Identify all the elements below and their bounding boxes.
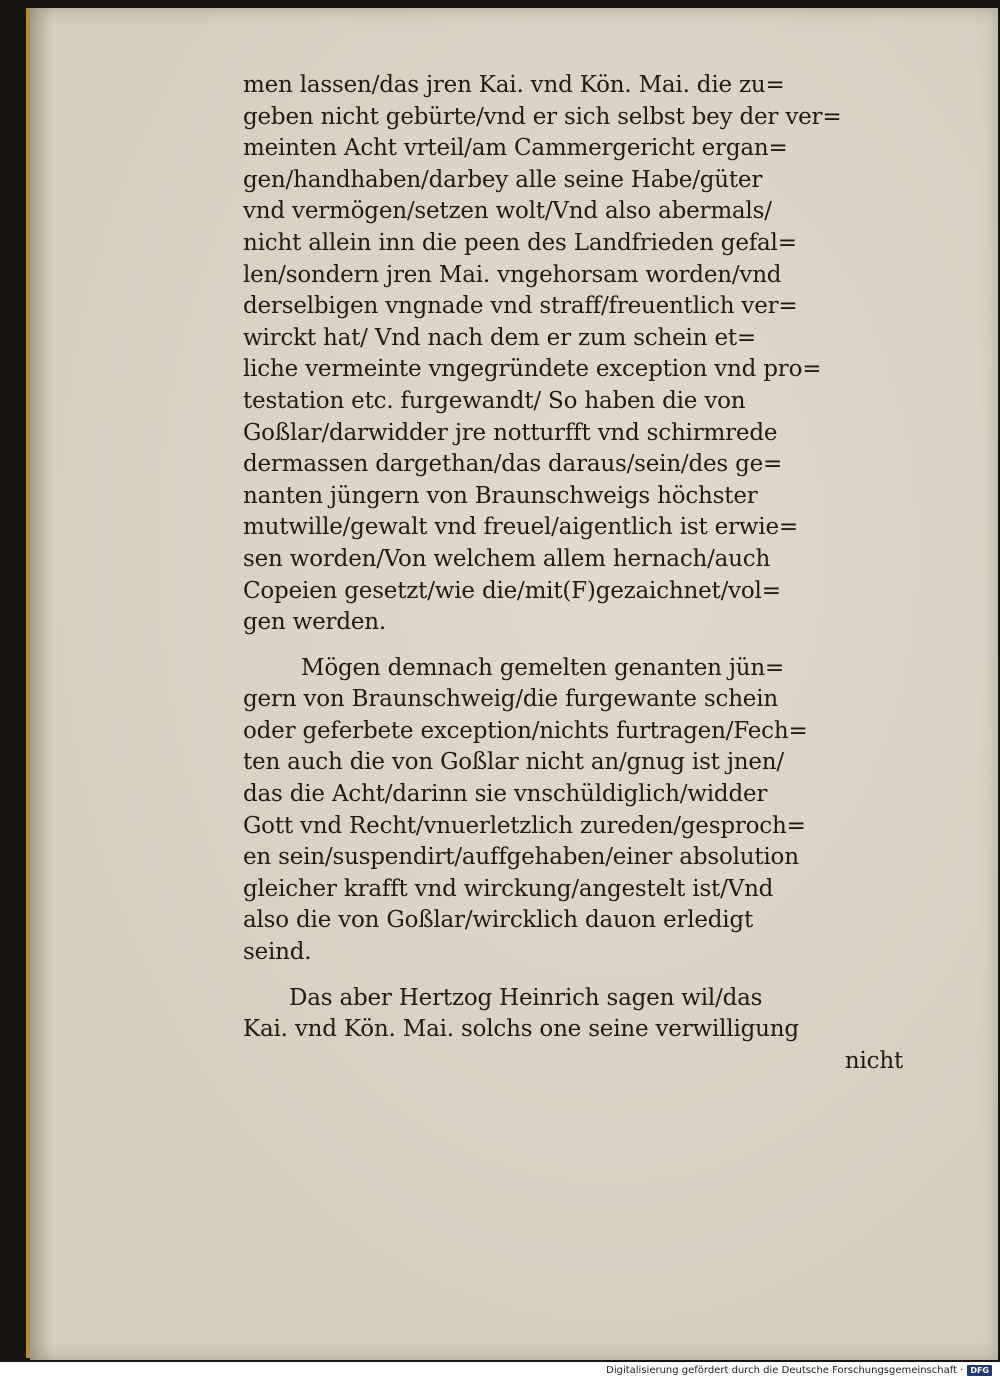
text-line: gleicher krafft vnd wirckung/angestelt ist/Vnd (243, 875, 774, 902)
paragraph-gap (243, 969, 913, 983)
text-line: seind. (243, 939, 312, 966)
text-line: Goßlar/darwidder jre notturfft vnd schirmrede (243, 419, 778, 446)
text-line: Gott vnd Recht/vnuerletzlich zureden/gesproch= (243, 812, 806, 839)
text-line: Mögen demnach gemelten genanten jün= (301, 654, 785, 681)
text-line: Das aber Hertzog Heinrich sagen wil/das (289, 984, 763, 1011)
text-line: ten auch die von Goßlar nicht an/gnug ist jnen/ (243, 749, 784, 776)
page-text (243, 70, 913, 1077)
text-line: Kai. vnd Kön. Mai. solchs one seine verwilligung (243, 1016, 799, 1043)
text-line: also die von Goßlar/wircklich dauon erledigt (243, 907, 754, 934)
text-line: gen/handhaben/darbey alle seine Habe/güter (243, 166, 763, 193)
text-line: mutwille/gewalt vnd freuel/aigentlich ist erwie= (243, 514, 798, 541)
text-line: en sein/suspendirt/auffgehaben/einer absolution (243, 844, 799, 871)
digitization-footer (606, 1362, 992, 1378)
paragraph-gap (243, 639, 913, 653)
text-line: gen werden. (243, 609, 387, 636)
text-line: men lassen/das jren Kai. vnd Kön. Mai. die zu= (243, 72, 785, 98)
text-line: wirckt hat/ Vnd nach dem er zum schein et= (243, 324, 756, 351)
text-line: nicht allein inn die peen des Landfrieden gefal= (243, 229, 797, 256)
dfg-logo: DFG (967, 1365, 992, 1376)
catchword: nicht (844, 1047, 903, 1074)
text-line: nanten jüngern von Braunschweigs höchster (243, 482, 758, 509)
text-line: meinten Acht vrteil/am Cammergericht ergan= (243, 135, 788, 162)
text-line: sen worden/Von welchem allem hernach/auch (243, 545, 771, 572)
text-line: liche vermeinte vngegründete exception vnd pro= (243, 356, 822, 383)
text-line: Copeien gesetzt/wie die/mit(F)gezaichnet/vol= (243, 577, 781, 604)
text-line: dermassen dargethan/das daraus/sein/des ge= (243, 451, 783, 478)
text-line: vnd vermögen/setzen wolt/Vnd also abermals/ (243, 198, 772, 225)
text-line: oder geferbete exception/nichts furtragen/Fech= (243, 717, 808, 744)
text-line: geben nicht gebürte/vnd er sich selbst bey der ver= (243, 103, 842, 130)
text-line: testation etc. furgewandt/ So haben die von (243, 387, 746, 414)
text-line: derselbigen vngnade vnd straff/freuentlich ver= (243, 293, 798, 320)
text-line: gern von Braunschweig/die furgewante schein (243, 686, 778, 713)
text-line: len/sondern jren Mai. vngehorsam worden/vnd (243, 261, 782, 288)
footer-text: Digitalisierung gefördert durch die Deutsche Forschungsgemeinschaft · (606, 1364, 964, 1376)
text-line: das die Acht/darinn sie vnschüldiglich/widder (243, 781, 768, 808)
